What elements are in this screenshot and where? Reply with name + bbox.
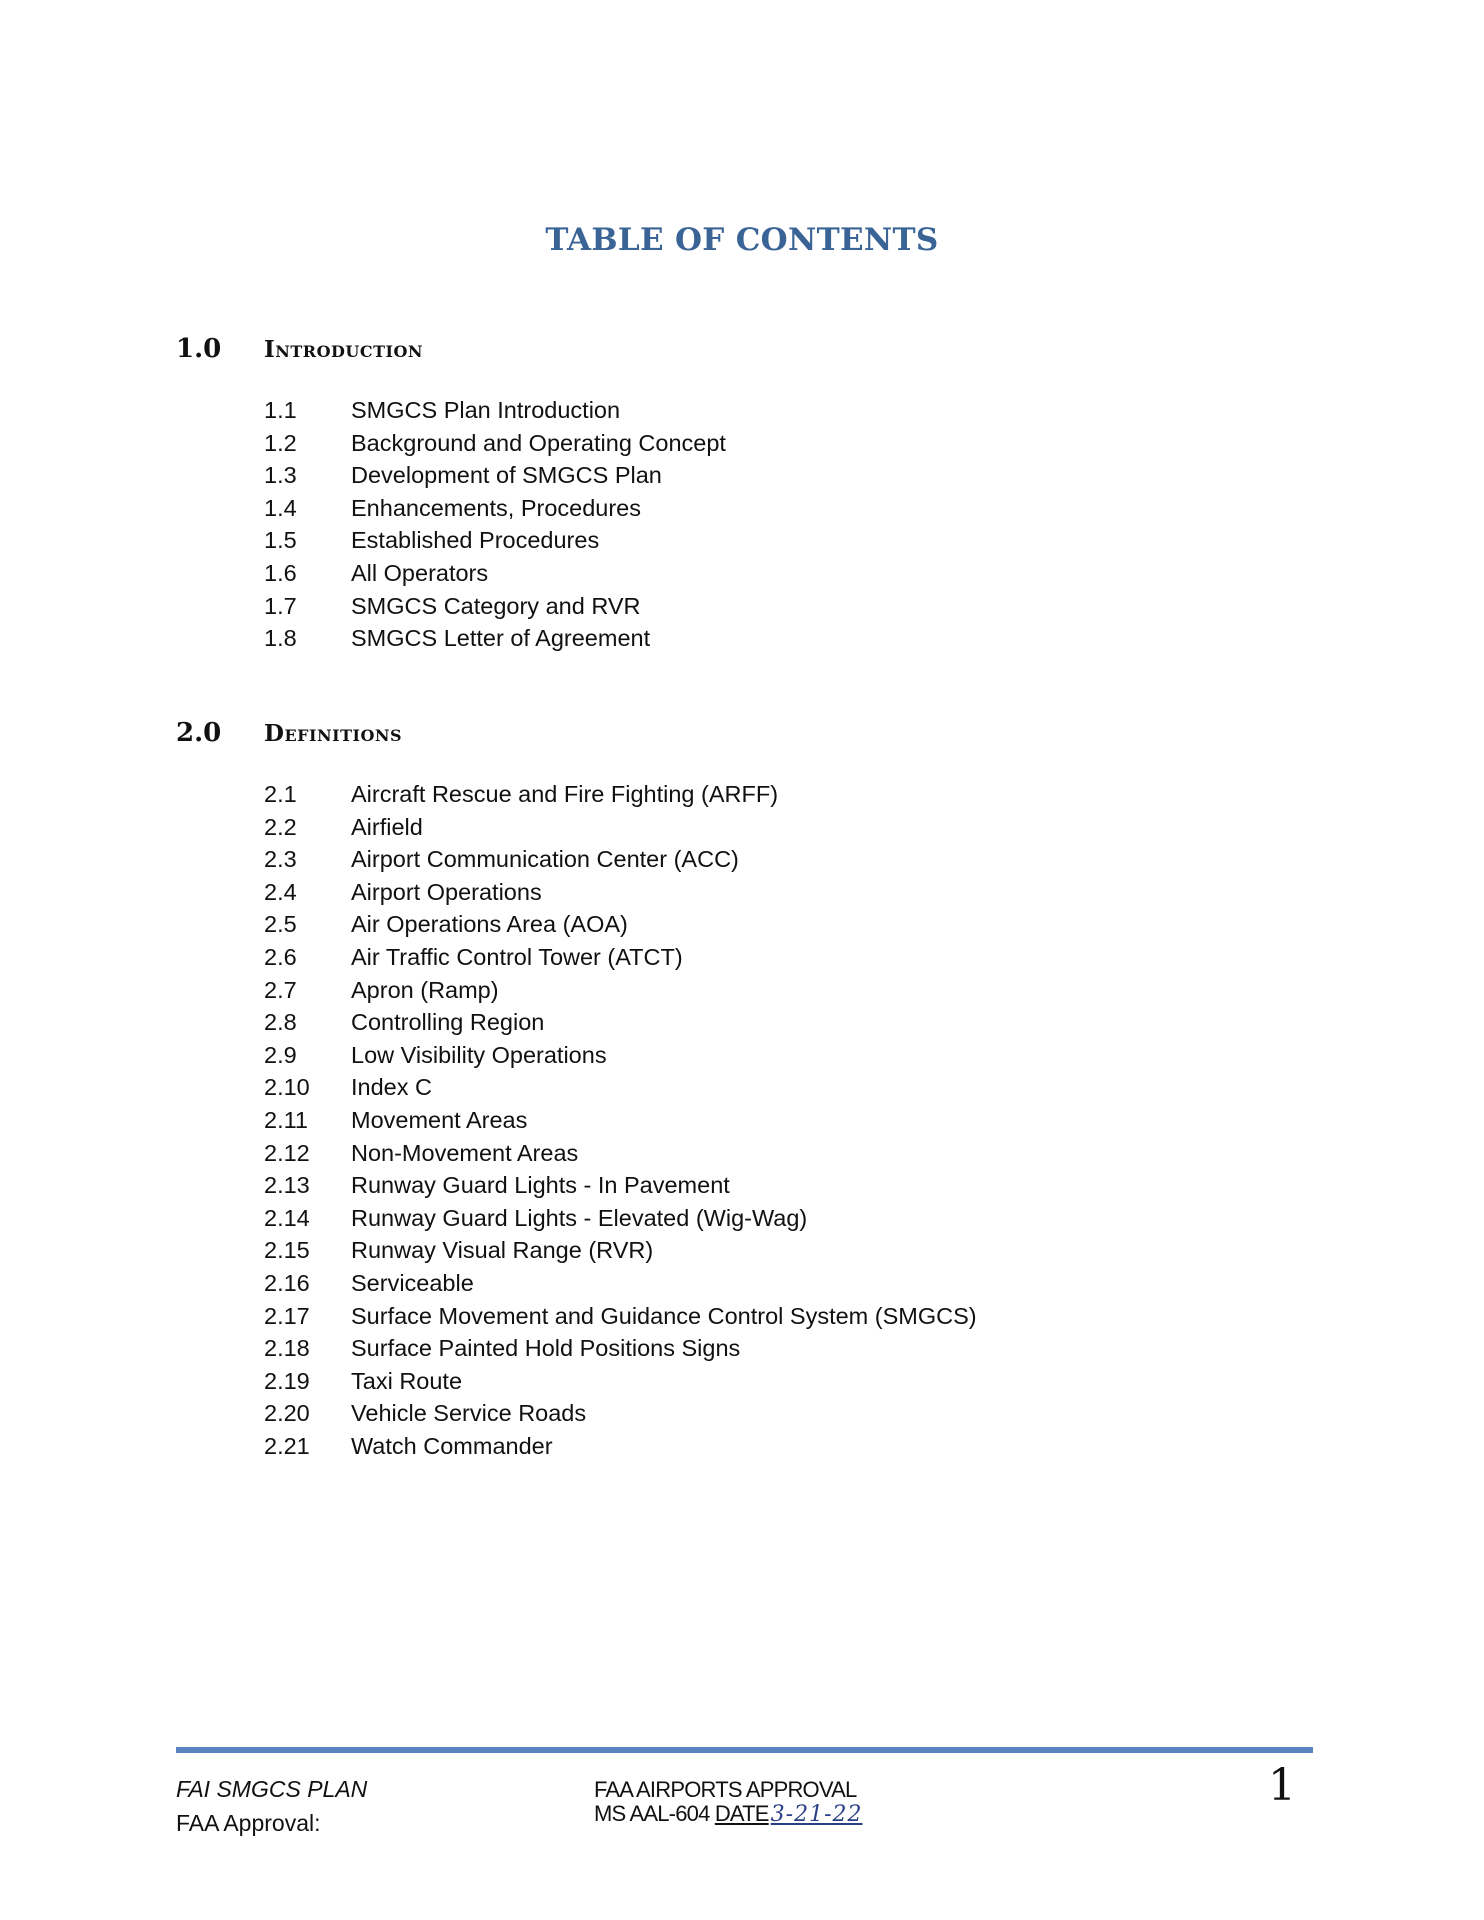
footer-divider <box>176 1747 1313 1753</box>
toc-item-text: Runway Guard Lights - Elevated (Wig-Wag) <box>351 1204 808 1231</box>
toc-item-number: 1.4 <box>264 494 297 521</box>
stamp-line-2 <box>594 1802 863 1827</box>
toc-item-text: SMGCS Plan Introduction <box>351 397 621 423</box>
toc-item-text: Surface Painted Hold Positions Signs <box>351 1335 741 1362</box>
toc-item-text: Non-Movement Areas <box>351 1139 579 1166</box>
toc-item <box>264 1202 1276 1235</box>
footer-approval-label: FAA Approval: <box>176 1810 321 1836</box>
toc-item <box>264 492 1276 525</box>
toc-item-text: Movement Areas <box>351 1106 528 1133</box>
toc-item <box>264 459 1276 492</box>
toc-item-number: 1.8 <box>264 625 297 652</box>
toc-item <box>264 778 1276 811</box>
approval-stamp <box>594 1778 863 1827</box>
toc-item-text: Runway Visual Range (RVR) <box>351 1237 654 1264</box>
toc-item <box>264 590 1276 623</box>
footer-left <box>176 1772 367 1840</box>
stamp-date-label: DATE <box>714 1801 769 1826</box>
toc-item-text: All Operators <box>351 559 489 586</box>
toc-item <box>264 1039 1276 1072</box>
toc-item <box>264 1137 1276 1170</box>
toc-item-number: 2.16 <box>264 1269 310 1296</box>
toc-item <box>264 1006 1276 1039</box>
toc-item-number: 2.20 <box>264 1400 310 1427</box>
toc-item-number: 2.13 <box>264 1172 310 1199</box>
toc-item <box>264 524 1276 557</box>
toc-item-list <box>264 394 1276 655</box>
toc-item-text: Surface Movement and Guidance Control System (SMGCS) <box>351 1302 977 1329</box>
toc-item <box>264 1267 1276 1300</box>
toc-item <box>264 1300 1276 1333</box>
section-number: 1.0 <box>176 334 222 364</box>
toc-item <box>264 1430 1276 1463</box>
toc-item-text: Runway Guard Lights - In Pavement <box>351 1172 730 1199</box>
toc-item-number: 2.11 <box>264 1106 308 1133</box>
toc-item <box>264 1397 1276 1430</box>
page-title: TABLE OF CONTENTS <box>545 222 939 258</box>
toc-item-number: 2.9 <box>264 1041 297 1068</box>
toc-item-text: Low Visibility Operations <box>351 1041 607 1068</box>
toc-item-number: 2.14 <box>264 1204 310 1231</box>
toc-item-number: 2.17 <box>264 1302 310 1329</box>
toc-item <box>264 1332 1276 1365</box>
toc-item-number: 2.19 <box>264 1367 310 1394</box>
toc-item-text: Controlling Region <box>351 1009 545 1036</box>
toc-item-list <box>264 778 1276 1462</box>
toc-item-number: 1.5 <box>264 527 297 554</box>
toc-item-text: Established Procedures <box>351 527 600 554</box>
toc-item-text: SMGCS Letter of Agreement <box>351 625 651 652</box>
toc-item-text: Airport Communication Center (ACC) <box>351 846 739 873</box>
toc-item-text: Air Traffic Control Tower (ATCT) <box>351 943 683 970</box>
toc-item-number: 2.3 <box>264 846 297 873</box>
toc-item <box>264 843 1276 876</box>
section-heading <box>176 718 1276 754</box>
toc-item-text: Background and Operating Concept <box>351 429 726 456</box>
toc-item <box>264 427 1276 460</box>
page-number: 1 <box>1268 1760 1296 1811</box>
toc-item-number: 1.6 <box>264 559 297 586</box>
toc-item <box>264 1104 1276 1137</box>
handwritten-date: 3-21-22 <box>770 1802 863 1827</box>
toc-item <box>264 394 1276 427</box>
toc-item-number: 2.6 <box>264 943 297 970</box>
toc-item-text: Airfield <box>351 813 423 840</box>
toc-item-text: Serviceable <box>351 1269 474 1296</box>
toc-item-number: 1.7 <box>264 592 297 619</box>
toc-item-number: 2.5 <box>264 911 297 938</box>
toc-item-text: SMGCS Category and RVR <box>351 592 641 619</box>
stamp-ms-code: MS AAL-604 <box>594 1801 710 1826</box>
toc-item-number: 2.2 <box>264 813 297 840</box>
toc-item-text: Vehicle Service Roads <box>351 1400 587 1427</box>
toc-item <box>264 1169 1276 1202</box>
toc-item <box>264 1071 1276 1104</box>
section-title: Definitions <box>264 720 403 747</box>
toc-item <box>264 622 1276 655</box>
toc-item-number: 2.10 <box>264 1074 310 1101</box>
toc-item-number: 1.2 <box>264 429 297 456</box>
toc-item-number: 2.4 <box>264 878 297 905</box>
toc-item-number: 2.12 <box>264 1139 310 1166</box>
toc-item-text: Enhancements, Procedures <box>351 494 641 521</box>
toc-item <box>264 811 1276 844</box>
toc-item-text: Apron (Ramp) <box>351 976 499 1003</box>
footer-document-name: FAI SMGCS PLAN <box>176 1776 368 1802</box>
toc-item <box>264 1234 1276 1267</box>
toc-item <box>264 1365 1276 1398</box>
toc-item-number: 2.8 <box>264 1009 297 1036</box>
toc-item-text: Index C <box>351 1074 432 1101</box>
toc-item-text: Taxi Route <box>351 1367 463 1394</box>
section-title: Introduction <box>264 336 424 363</box>
toc-section-introduction <box>176 334 1276 655</box>
toc-item <box>264 908 1276 941</box>
toc-item-number: 1.3 <box>264 462 297 489</box>
toc-item-number: 2.7 <box>264 976 297 1003</box>
toc-item-text: Airport Operations <box>351 878 542 905</box>
toc-item <box>264 941 1276 974</box>
toc-item <box>264 974 1276 1007</box>
section-number: 2.0 <box>176 718 222 748</box>
toc-item-number: 2.21 <box>264 1432 310 1459</box>
section-heading <box>176 334 1276 370</box>
toc-item-text: Air Operations Area (AOA) <box>351 911 628 938</box>
toc-item <box>264 876 1276 909</box>
stamp-line-1: FAA AIRPORTS APPROVAL <box>594 1777 857 1802</box>
toc-item-number: 2.1 <box>264 781 297 807</box>
toc-item-number: 2.15 <box>264 1237 310 1264</box>
toc-item-number: 2.18 <box>264 1335 310 1362</box>
toc-item <box>264 557 1276 590</box>
toc-item-text: Watch Commander <box>351 1432 553 1459</box>
toc-item-text: Development of SMGCS Plan <box>351 462 662 489</box>
toc-section-definitions <box>176 718 1276 1462</box>
toc-item-text: Aircraft Rescue and Fire Fighting (ARFF) <box>351 781 779 807</box>
toc-item-number: 1.1 <box>264 397 297 423</box>
